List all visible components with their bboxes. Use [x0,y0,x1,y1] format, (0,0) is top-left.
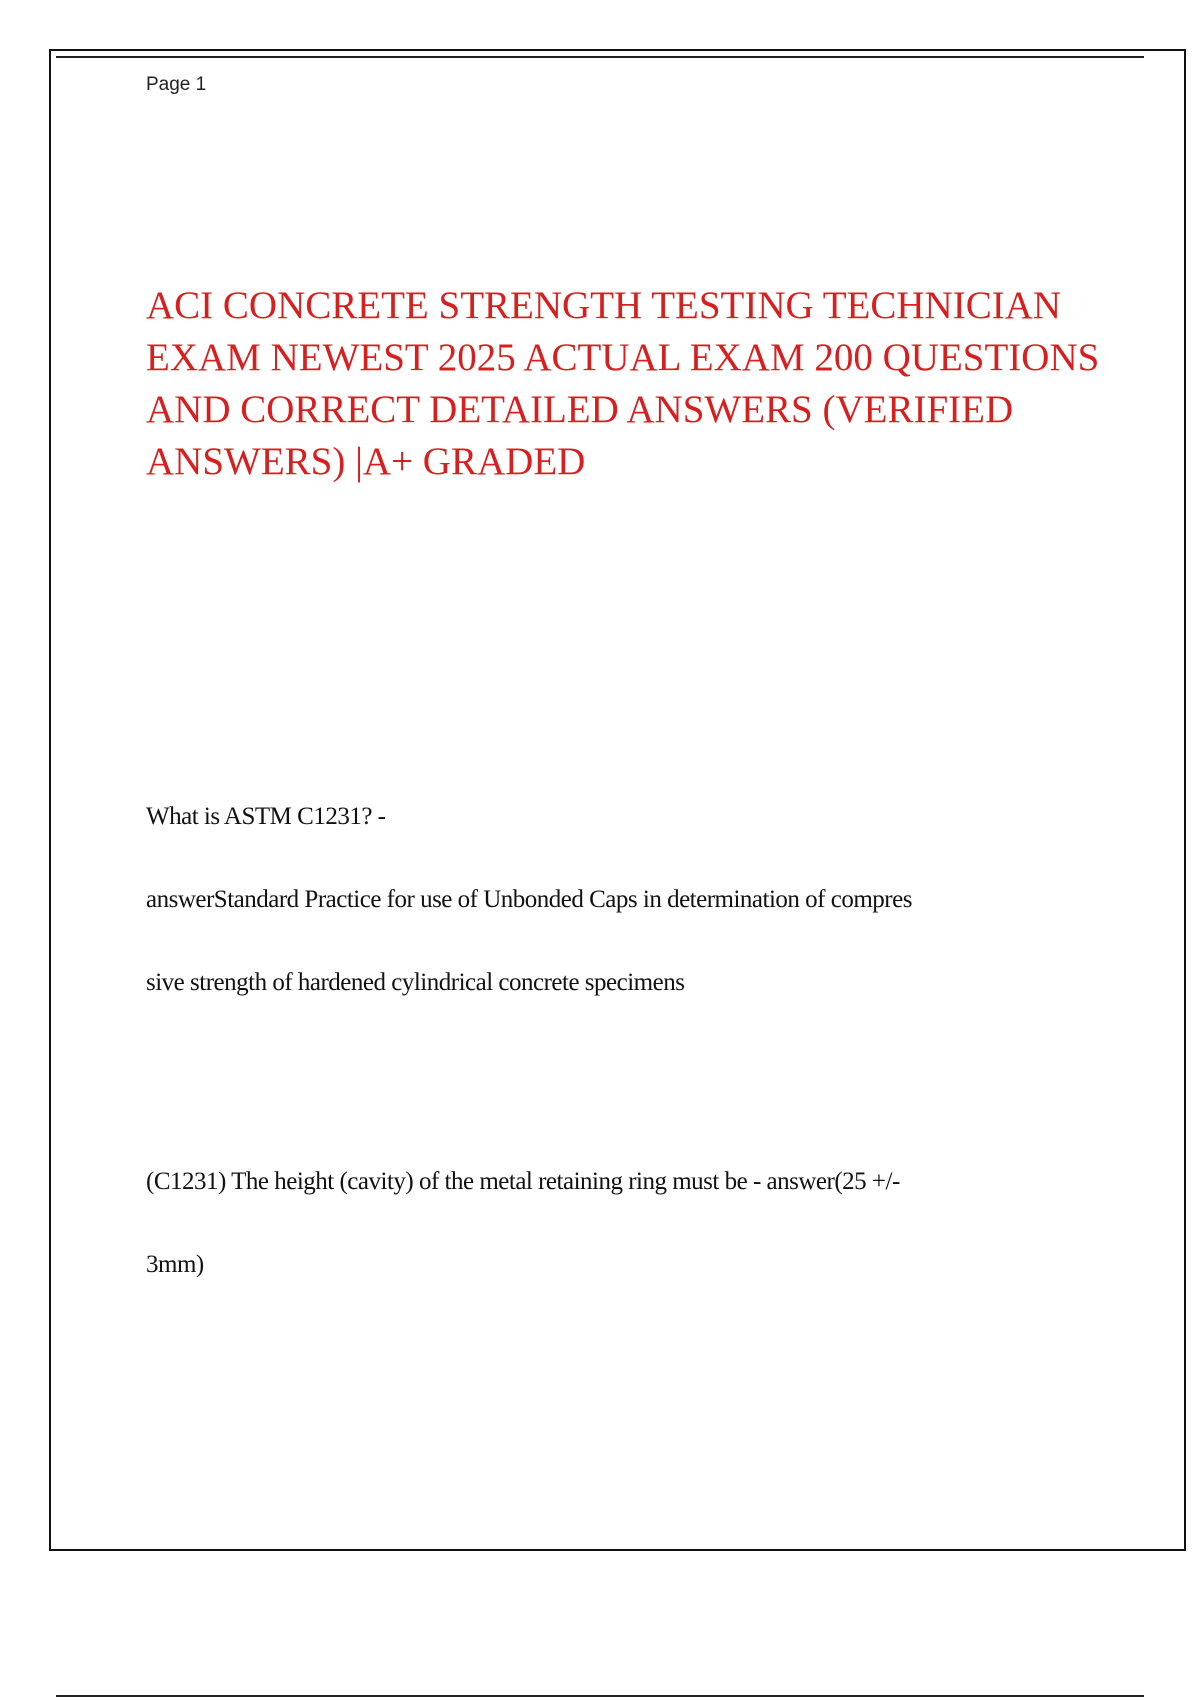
question-answer-2 [146,1140,1106,1306]
answer-text: 3mm) [146,1251,204,1278]
question-answer-1 [146,775,1106,1024]
title-line: AND CORRECT DETAILED ANSWERS (VERIFIED [146,388,1014,431]
top-rule [56,56,1144,58]
document-title [146,280,1106,488]
question-text: What is ASTM C1231? - [146,803,386,830]
bottom-rule [56,1695,1144,1697]
title-line: ACI CONCRETE STRENGTH TESTING TECHNICIAN [146,284,1062,327]
answer-text: sive strength of hardened cylindrical concrete specimens [146,969,685,996]
page-label: Page 1 [146,74,207,95]
title-line: ANSWERS) |A+ GRADED [146,440,586,483]
title-line: EXAM NEWEST 2025 ACTUAL EXAM 200 QUESTIONS [146,336,1100,379]
question-answer-text: (C1231) The height (cavity) of the metal retaining ring must be - answer(25 +/- [146,1168,900,1195]
answer-text: answerStandard Practice for use of Unbonded Caps in determination of compres [146,886,912,913]
